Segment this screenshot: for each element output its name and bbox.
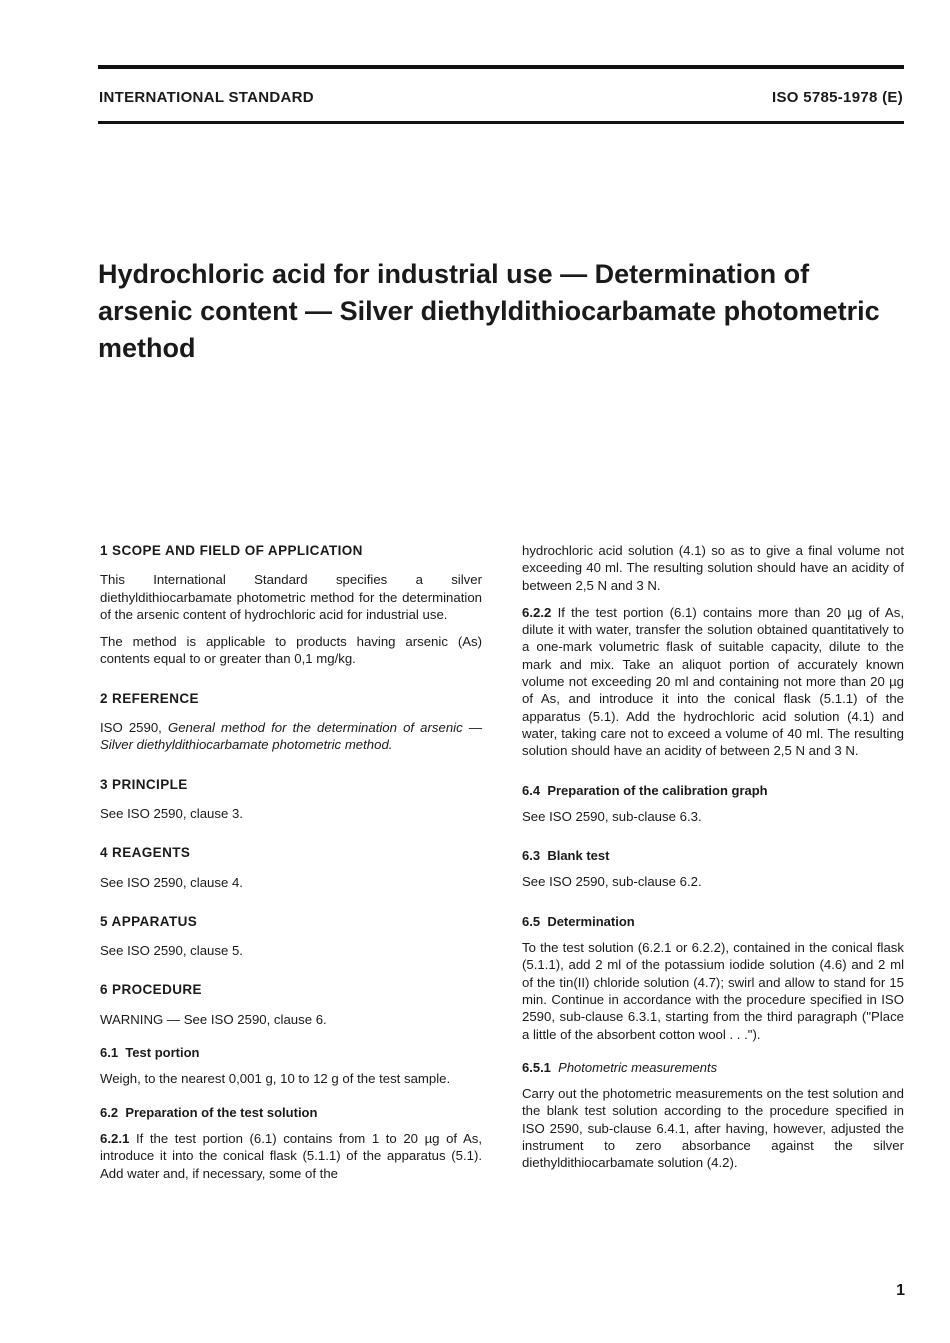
subsection-6-5-title: Determination — [547, 913, 635, 929]
subsection-6-4-number: 6.4 — [522, 782, 541, 798]
clause-6-2-2 — [522, 604, 904, 760]
section-6-heading: 6 PROCEDURE — [100, 982, 202, 998]
standard-number: ISO 5785-1978 (E) — [771, 89, 903, 106]
subsection-6-1-number: 6.1 — [100, 1045, 119, 1061]
document-title: Hydrochloric acid for industrial use — Determination of arsenic content — Silver diethyldithiocarbamate photometric method — [98, 259, 880, 363]
subsection-6-3-heading — [522, 847, 904, 864]
top-rule — [98, 65, 904, 69]
section-3-heading: 3 PRINCIPLE — [100, 776, 188, 792]
section-1-paragraph-1: This International Standard specifies a silver diethyldithiocarbamate photometric method for the determination of the arsenic content of hydrochloric acid for industrial use. — [100, 572, 482, 622]
clause-6-2-1-text: If the test portion (6.1) contains from 1 to 20 µg of As, introduce it into the conical flask (5.1.1) of the apparatus (5.1). Add water and, if necessary, some of the — [100, 1130, 482, 1181]
subsection-6-1-heading — [100, 1044, 482, 1061]
section-5-heading: 5 APPARATUS — [100, 913, 198, 929]
section-2-reference — [100, 719, 482, 754]
subsection-6-1-text: Weigh, to the nearest 0,001 g, 10 to 12 g of the test sample. — [100, 1071, 451, 1087]
section-6-warning: WARNING — See ISO 2590, clause 6. — [100, 1011, 327, 1027]
subsection-6-4-heading — [522, 782, 904, 799]
subsection-6-3-text: See ISO 2590, sub-clause 6.2. — [522, 874, 702, 890]
reference-title: General method for the determination of arsenic — Silver diethyldithiocarbamate photometric method. — [100, 720, 483, 753]
clause-6-2-2-number: 6.2.2 — [522, 604, 552, 620]
section-2-heading: 2 REFERENCE — [100, 690, 199, 706]
subsection-6-5-heading — [522, 913, 904, 930]
subsection-6-2-title: Preparation of the test solution — [125, 1104, 318, 1120]
clause-6-5-1-heading — [522, 1059, 904, 1076]
subsection-6-2-heading — [100, 1104, 482, 1121]
clause-6-5-1-title: Photometric measurements — [558, 1059, 718, 1075]
clause-6-2-2-text: If the test portion (6.1) contains more than 20 µg of As, dilute it with water, transfer the solution obtained quantitatively to a one-mark volumetric flask of suitable capacity, dilute to the mark and mix. Take an aliquot portion of accurately known volume not exceeding 20 ml and containing not more than 20 µg of As, and introduce it into the conical flask (5.1.1) of the apparatus (5.1). Add the hydrochloric acid solution (4.1) and water, taking care not to exceed a volume of 40 ml. The resulting solution should have an acidity of between 2,5 N and 3 N. — [522, 604, 904, 759]
subsection-6-3-title: Blank test — [547, 848, 610, 864]
reference-id: ISO 2590, — [100, 720, 162, 736]
section-1-heading: 1 SCOPE AND FIELD OF APPLICATION — [100, 543, 363, 558]
clause-6-5-1-text: Carry out the photometric measurements on the test solution and the blank test solution according to the procedure specified in ISO 2590, sub-clause 6.4.1, after having, however, adjusted the instrument to zero absorbance against the silver diethyldithiocarbamate solution (4.2). — [522, 1086, 904, 1171]
section-4-text: See ISO 2590, clause 4. — [100, 874, 243, 890]
section-5-text: See ISO 2590, clause 5. — [100, 943, 243, 959]
section-1-paragraph-2: The method is applicable to products having arsenic (As) contents equal to or greater than 0,1 mg/kg. — [100, 634, 482, 667]
right-column — [522, 542, 904, 1182]
left-column — [100, 542, 482, 1192]
subsection-6-4-text: See ISO 2590, sub-clause 6.3. — [522, 808, 702, 824]
continuation-text: hydrochloric acid solution (4.1) so as to give a final volume not exceeding 40 ml. The resulting solution should have an acidity of between 2,5 N and 3 N. — [522, 543, 904, 593]
section-4-heading: 4 REAGENTS — [100, 845, 191, 861]
section-3-text: See ISO 2590, clause 3. — [100, 805, 243, 821]
subsection-6-2-number: 6.2 — [100, 1104, 119, 1120]
subsection-6-1-title: Test portion — [125, 1045, 200, 1061]
clause-6-2-1 — [100, 1130, 482, 1182]
subsection-6-5-text: To the test solution (6.2.1 or 6.2.2), contained in the conical flask (5.1.1), add 2 ml of the potassium iodide solution (4.6) and 2 ml of the tin(II) chloride solution (4.7); swirl and allow to stand for 15 min. Continue in accordance with the procedure specified in ISO 2590, sub-clause 6.3.1, starting from the third paragraph ("Place a little of the absorbent cotton wool . . ."). — [522, 940, 904, 1042]
subsection-6-5-number: 6.5 — [522, 913, 541, 929]
clause-6-5-1-number: 6.5.1 — [522, 1059, 551, 1075]
subsection-6-4-title: Preparation of the calibration graph — [547, 782, 768, 798]
header-rule — [98, 121, 904, 124]
clause-6-2-1-number: 6.2.1 — [100, 1130, 130, 1146]
standard-type-label: INTERNATIONAL STANDARD — [99, 89, 314, 106]
subsection-6-3-number: 6.3 — [522, 848, 541, 864]
page-number: 1 — [896, 1282, 905, 1299]
